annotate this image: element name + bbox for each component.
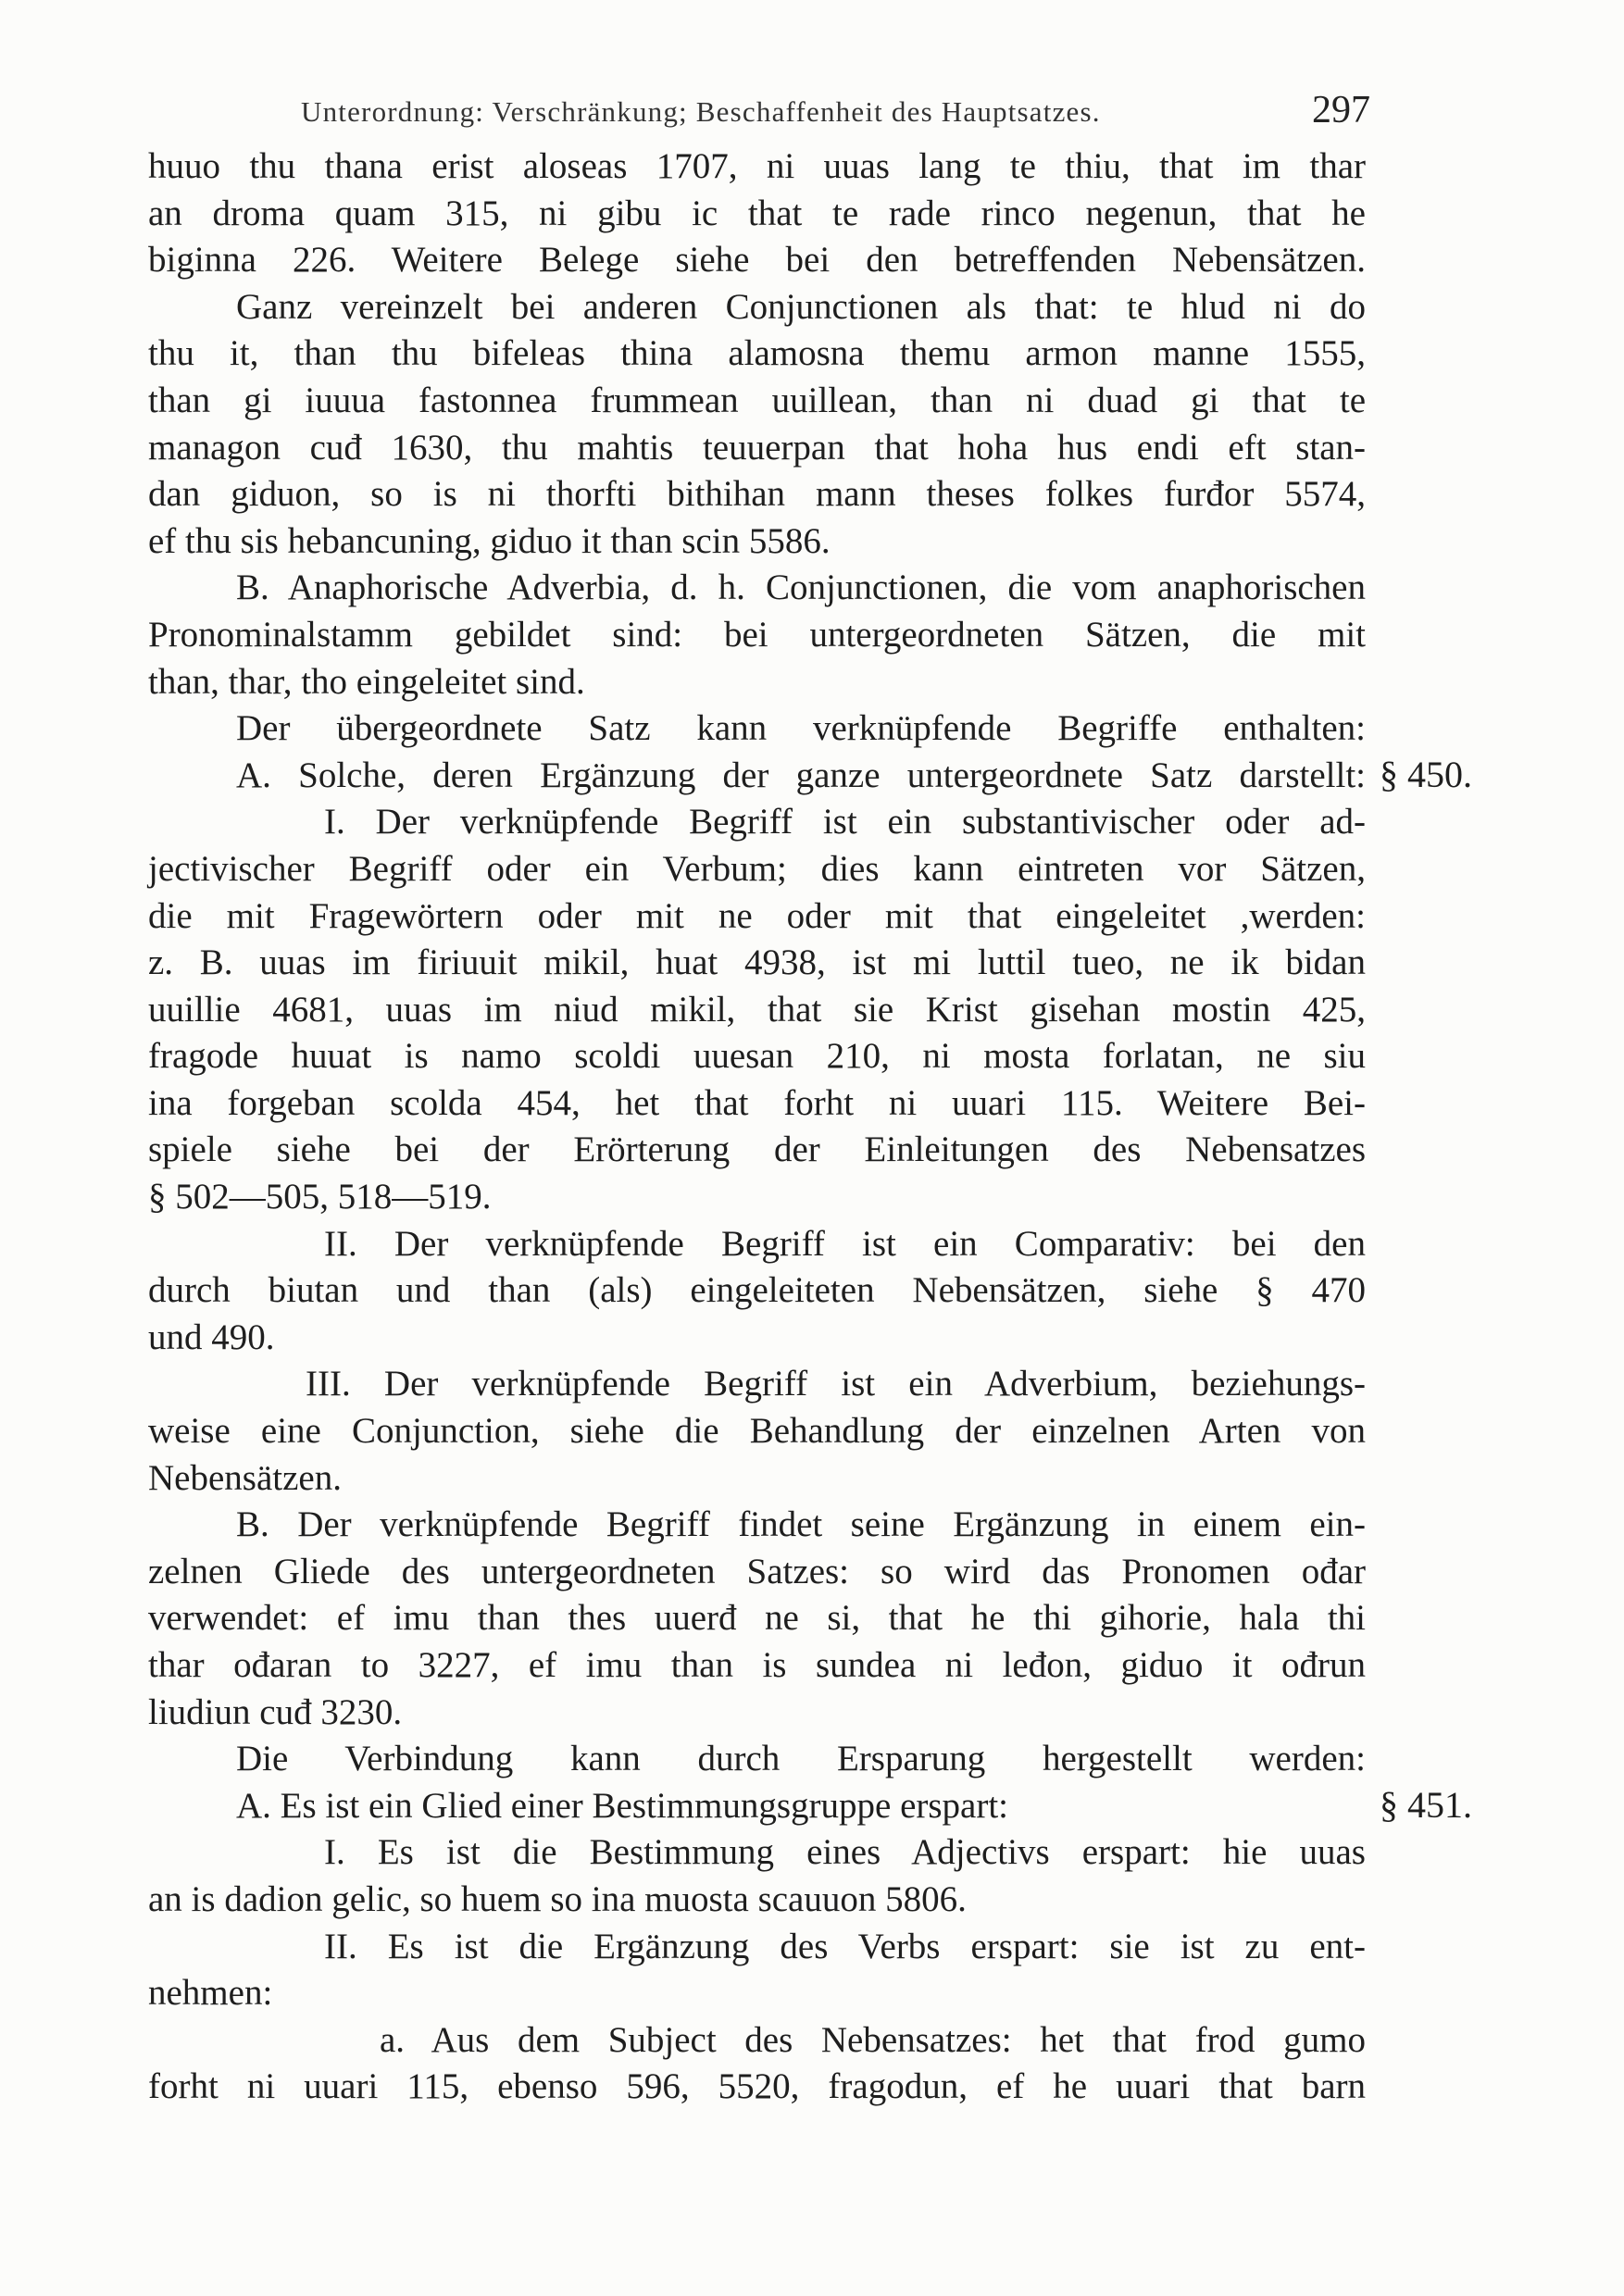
text-line: an droma quam 315, ni gibu ic that te rade rinco negenun, that he — [148, 193, 1366, 233]
text-line: spiele siehe bei der Erörterung der Einleitungen des Nebensatzes — [148, 1129, 1366, 1170]
section-marker-451: § 451. — [1380, 1784, 1472, 1826]
text-line: liudiun cuđ 3230. — [148, 1691, 403, 1732]
text-line: managon cuđ 1630, thu mahtis teuuerpan that hoha hus endi eft stan- — [148, 427, 1366, 468]
text-line: huuo thu thana erist aloseas 1707, ni uuas lang te thiu, that im thar — [148, 146, 1366, 186]
text-line: ef thu sis hebancuning, giduo it than scin 5586. — [148, 520, 831, 561]
text-line: uuillie 4681, uuas im niud mikil, that sie Krist gisehan mostin 425, — [148, 989, 1366, 1029]
text-line: A. Solche, deren Ergänzung der ganze untergeordnete Satz darstellt: — [236, 755, 1366, 795]
text-line: z. B. uuas im firiuuit mikil, huat 4938, ist mi luttil tueo, ne ik bidan — [148, 942, 1366, 983]
body-text — [148, 144, 1366, 2111]
text-line: than gi iuuua fastonnea frummean uuillean, than ni duad gi that te — [148, 380, 1366, 420]
text-line: than, thar, tho eingeleitet sind. — [148, 661, 585, 702]
text-line: Der übergeordnete Satz kann verknüpfende Begriffe enthalten: — [236, 708, 1366, 749]
text-line: II. Es ist die Ergänzung des Verbs erspart: sie ist zu ent- — [324, 1926, 1366, 1966]
page-number: 297 — [1312, 89, 1370, 131]
text-line: durch biutan und than (als) eingeleiteten Nebensätzen, siehe § 470 — [148, 1270, 1366, 1311]
text-line: fragode huuat is namo scoldi uuesan 210, ni mosta forlatan, ne siu — [148, 1036, 1366, 1077]
text-line: verwendet: ef imu than thes uuerđ ne si, that he thi gihorie, hala thi — [148, 1598, 1366, 1639]
text-line: jectivischer Begriff oder ein Verbum; dies kann eintreten vor Sätzen, — [148, 848, 1366, 889]
text-line: B. Anaphorische Adverbia, d. h. Conjunctionen, die vom anaphorischen — [236, 568, 1366, 608]
text-line: biginna 226. Weitere Belege siehe bei den betreffenden Nebensätzen. — [148, 240, 1366, 281]
page-header — [301, 88, 1370, 144]
text-line: III. Der verknüpfende Begriff ist ein Adverbium, beziehungs- — [306, 1364, 1366, 1404]
text-line: weise eine Conjunction, siehe die Behandlung der einzelnen Arten von — [148, 1411, 1366, 1452]
text-line: forht ni uuari 115, ebenso 596, 5520, fragodun, ef he uuari that barn — [148, 2066, 1366, 2107]
text-line: § 502—505, 518—519. — [148, 1177, 492, 1217]
text-line: B. Der verknüpfende Begriff findet seine Ergänzung in einem ein- — [236, 1504, 1366, 1545]
text-line: die mit Fragewörtern oder mit ne oder mit that eingeleitet ,werden: — [148, 895, 1366, 936]
section-marker-450: § 450. — [1380, 754, 1472, 795]
text-line: II. Der verknüpfende Begriff ist ein Comparativ: bei den — [324, 1223, 1366, 1264]
text-line: und 490. — [148, 1316, 275, 1357]
text-line: Pronominalstamm gebildet sind: bei untergeordneten Sätzen, die mit — [148, 614, 1366, 655]
text-line: thar ođaran to 3227, ef imu than is sundea ni leđon, giduo it ođrun — [148, 1645, 1366, 1685]
text-line: ina forgeban scolda 454, het that forht ni uuari 115. Weitere Bei- — [148, 1082, 1366, 1123]
running-head: Unterordnung: Verschränkung; Beschaffenheit des Hauptsatzes. — [301, 95, 1101, 128]
text-line: a. Aus dem Subject des Nebensatzes: het that frod gumo — [380, 2019, 1366, 2060]
text-line: Ganz vereinzelt bei anderen Conjunctionen als that: te hlud ni do — [236, 286, 1366, 327]
text-line: A. Es ist ein Glied einer Bestimmungsgruppe erspart: — [236, 1785, 1009, 1826]
text-line: nehmen: — [148, 1973, 273, 2014]
text-line: Die Verbindung kann durch Ersparung hergestellt werden: — [236, 1739, 1366, 1779]
text-line: Nebensätzen. — [148, 1457, 342, 1498]
text-line: dan giduon, so is ni thorfti bithihan mann theses folkes furđor 5574, — [148, 474, 1366, 515]
text-line: I. Es ist die Bestimmung eines Adjectivs erspart: hie uuas — [324, 1832, 1366, 1873]
text-line: thu it, than thu bifeleas thina alamosna themu armon manne 1555, — [148, 333, 1366, 374]
text-line: I. Der verknüpfende Begriff ist ein substantivischer oder ad- — [324, 802, 1366, 842]
text-line: an is dadion gelic, so huem so ina muosta scauuon 5806. — [148, 1878, 967, 1919]
text-line: zelnen Gliede des untergeordneten Satzes: so wird das Pronomen ođar — [148, 1551, 1366, 1591]
